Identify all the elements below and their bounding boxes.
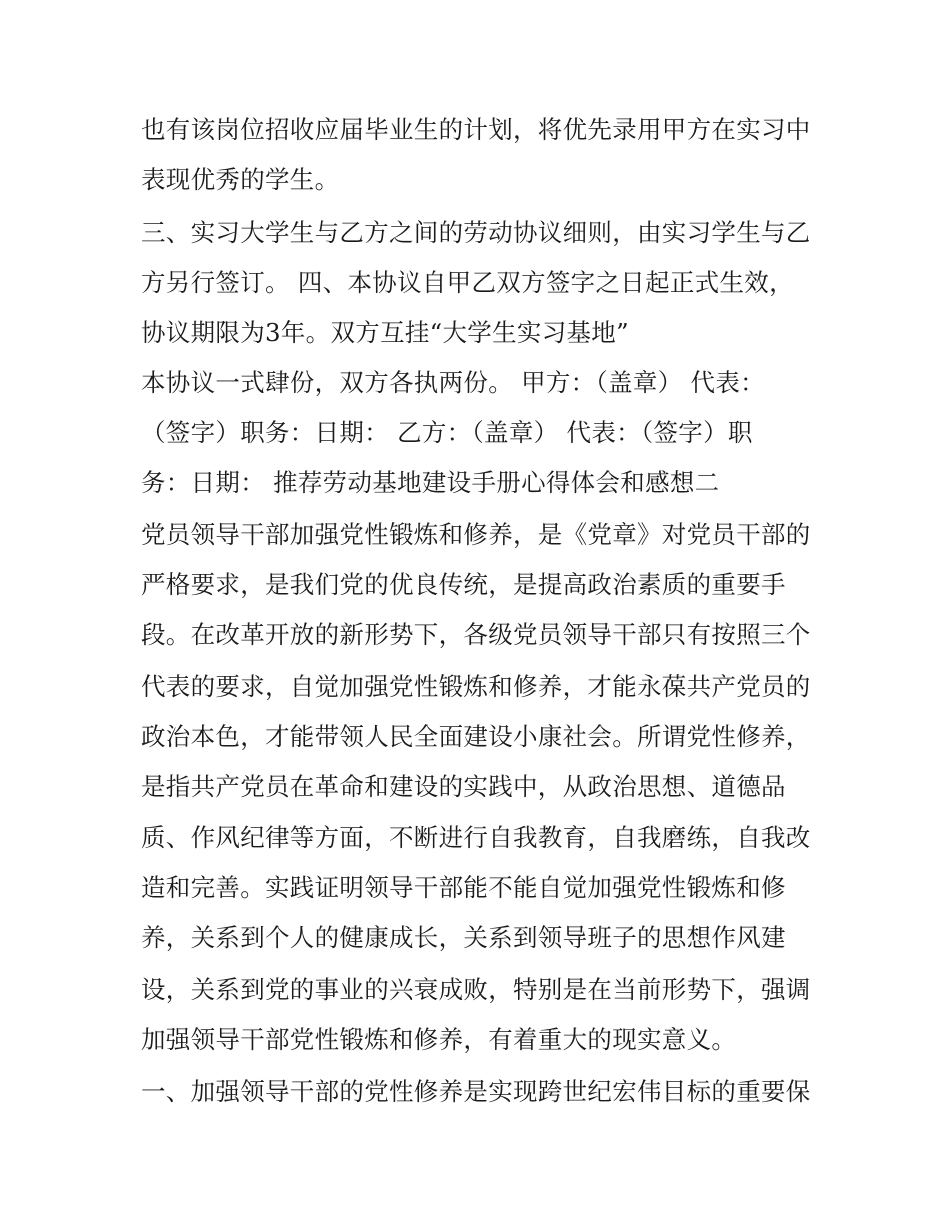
text-line: 也有该岗位招收应届毕业生的计划，将优先录用甲方在实习中 (141, 115, 811, 144)
text-line: 务：日期： 推荐劳动基地建设手册心得体会和感想二 (141, 468, 720, 497)
text-line: （签字）职务：日期： 乙方：（盖章） 代表：（签字）职 (141, 418, 753, 447)
text-line: 加强领导干部党性锻炼和修养，有着重大的现实意义。 (141, 1025, 737, 1054)
text-line: 一、加强领导干部的党性修养是实现跨世纪宏伟目标的重要保 (141, 1077, 811, 1106)
text-line: 严格要求，是我们党的优良传统，是提高政治素质的重要手 (141, 570, 786, 599)
text-line: 设，关系到党的事业的兴衰成败，特别是在当前形势下，强调 (141, 975, 811, 1004)
text-line: 养，关系到个人的健康成长，关系到领导班子的思想作风建 (141, 923, 786, 952)
text-line: 党员领导干部加强党性锻炼和修养，是《党章》对党员干部的 (141, 520, 811, 549)
text-line: 政治本色，才能带领人民全面建设小康社会。所谓党性修养， (141, 722, 811, 751)
text-line: 方另行签订。 四、本协议自甲乙双方签字之日起正式生效， (141, 268, 794, 297)
text-line: 段。在改革开放的新形势下，各级党员领导干部只有按照三个 (141, 620, 811, 649)
text-line: 协议期限为3年。双方互挂“大学生实习基地” (141, 318, 629, 347)
text-line: 三、实习大学生与乙方之间的劳动协议细则，由实习学生与乙 (141, 218, 811, 247)
text-line: 表现优秀的学生。 (141, 165, 340, 194)
text-line: 质、作风纪律等方面，不断进行自我教育，自我磨练，自我改 (141, 823, 811, 852)
text-line: 造和完善。实践证明领导干部能不能自觉加强党性锻炼和修 (141, 873, 786, 902)
text-line: 是指共产党员在革命和建设的实践中，从政治思想、道德品 (141, 772, 786, 801)
text-line: 代表的要求，自觉加强党性锻炼和修养，才能永葆共产党员的 (141, 672, 811, 701)
text-line: 本协议一式肆份，双方各执两份。 甲方：（盖章） 代表： (141, 368, 765, 397)
